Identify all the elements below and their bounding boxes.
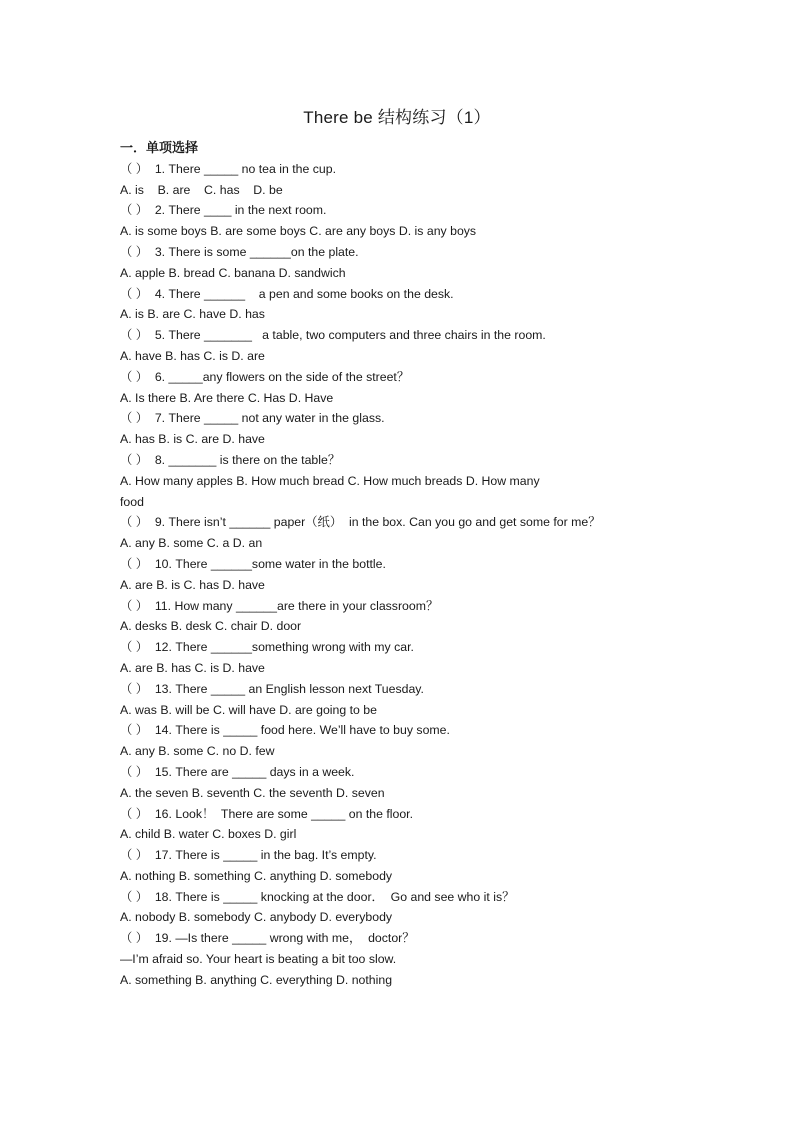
question-5-options: A. have B. has C. is D. are <box>120 348 265 363</box>
question-7: （ ） 7. There _____ not any water in the glass. <box>120 411 385 426</box>
question-19-response: —I’m afraid so. Your heart is beating a bit too slow. <box>120 952 397 967</box>
question-13-options: A. was B. will be C. will have D. are going to be <box>120 702 377 717</box>
question-14: （ ） 14. There is _____ food here. We’ll have to buy some. <box>120 723 450 738</box>
question-2: （ ） 2. There ____ in the next room. <box>120 203 327 218</box>
question-16-options: A. child B. water C. boxes D. girl <box>120 827 297 842</box>
page-title: There be 结构练习（1） <box>303 108 491 127</box>
question-10: （ ） 10. There ______some water in the bottle. <box>120 556 386 571</box>
section-heading: 一．单项选择 <box>120 140 199 155</box>
question-12-options: A. are B. has C. is D. have <box>120 660 265 675</box>
question-3-options: A. apple B. bread C. banana D. sandwich <box>120 265 346 280</box>
question-9: （ ） 9. There isn’t ______ paper（纸） in the box. Can you go and get some for me？ <box>120 515 601 530</box>
question-18-options: A. nobody B. somebody C. anybody D. everybody <box>120 910 393 925</box>
question-18: （ ） 18. There is _____ knocking at the door． Go and see who it is？ <box>120 889 515 904</box>
question-7-options: A. has B. is C. are D. have <box>120 432 265 447</box>
question-6-options: A. Is there B. Are there C. Has D. Have <box>120 390 334 405</box>
question-3: （ ） 3. There is some ______on the plate. <box>120 244 359 259</box>
question-5: （ ） 5. There _______ a table, two computers and three chairs in the room. <box>120 328 546 343</box>
question-10-options: A. are B. is C. has D. have <box>120 577 265 592</box>
question-13: （ ） 13. There _____ an English lesson next Tuesday. <box>120 681 424 696</box>
question-17: （ ） 17. There is _____ in the bag. It’s empty. <box>120 848 377 863</box>
question-15-options: A. the seven B. seventh C. the seventh D. seven <box>120 785 385 800</box>
question-list <box>120 138 680 991</box>
question-2-options: A. is some boys B. are some boys C. are any boys D. is any boys <box>120 224 477 239</box>
question-4: （ ） 4. There ______ a pen and some books on the desk. <box>120 286 454 301</box>
question-11-options: A. desks B. desk C. chair D. door <box>120 619 302 634</box>
question-1-options: A. is B. are C. has D. be <box>120 182 283 197</box>
question-19: （ ） 19. —Is there _____ wrong with me， doctor？ <box>120 931 415 946</box>
question-19-options: A. something B. anything C. everything D. nothing <box>120 972 393 987</box>
question-14-options: A. any B. some C. no D. few <box>120 744 275 759</box>
question-17-options: A. nothing B. something C. anything D. somebody <box>120 868 393 883</box>
question-15: （ ） 15. There are _____ days in a week. <box>120 764 355 779</box>
question-4-options: A. is B. are C. have D. has <box>120 307 265 322</box>
question-1: （ ） 1. There _____ no tea in the cup. <box>120 161 337 176</box>
question-11: （ ） 11. How many ______are there in your classroom？ <box>120 598 439 613</box>
question-9-options: A. any B. some C. a D. an <box>120 536 263 551</box>
question-8-options: A. How many apples B. How much bread C. How much breads D. How many <box>120 473 540 488</box>
question-8-options-continued: food <box>120 494 144 509</box>
question-6: （ ） 6. _____any flowers on the side of the street？ <box>120 369 410 384</box>
question-16: （ ） 16. Look！ There are some _____ on the floor. <box>120 806 414 821</box>
question-8: （ ） 8. _______ is there on the table？ <box>120 452 341 467</box>
question-12: （ ） 12. There ______something wrong with my car. <box>120 640 414 655</box>
